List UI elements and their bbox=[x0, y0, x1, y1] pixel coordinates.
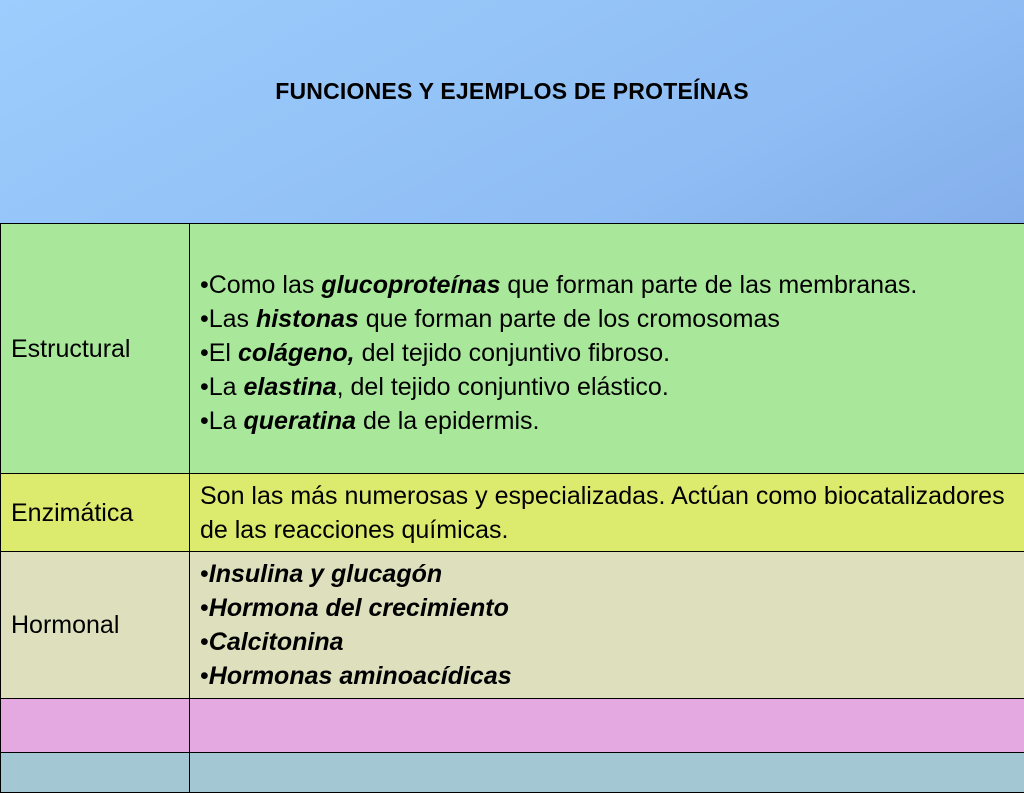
list-item: •El colágeno, del tejido conjuntivo fibroso. bbox=[200, 336, 1015, 370]
row-label-enzimatica: Enzimática bbox=[1, 474, 190, 552]
list-item: •Hormona del crecimiento bbox=[200, 591, 1015, 625]
list-item: •Calcitonina bbox=[200, 625, 1015, 659]
list-item: •La queratina de la epidermis. bbox=[200, 404, 1015, 438]
table-row bbox=[1, 474, 1024, 552]
proteins-table bbox=[0, 223, 1024, 793]
row-content-empty bbox=[190, 753, 1024, 793]
table-row bbox=[1, 224, 1024, 474]
list-item: •La elastina, del tejido conjuntivo elástico. bbox=[200, 370, 1015, 404]
list-item: •Insulina y glucagón bbox=[200, 557, 1015, 591]
table-row bbox=[1, 699, 1024, 753]
list-item: •Como las glucoproteínas que forman parte de las membranas. bbox=[200, 268, 1015, 302]
list-item: •Hormonas aminoacídicas bbox=[200, 659, 1015, 693]
row-label-estructural: Estructural bbox=[1, 224, 190, 474]
row-content-hormonal bbox=[190, 552, 1024, 699]
row-label-empty bbox=[1, 699, 190, 753]
list-item: •Las histonas que forman parte de los cromosomas bbox=[200, 302, 1015, 336]
table-row bbox=[1, 552, 1024, 699]
slide-title: FUNCIONES Y EJEMPLOS DE PROTEÍNAS bbox=[0, 78, 1024, 105]
row-content-enzimatica: Son las más numerosas y especializadas. Actúan como biocatalizadores de las reacciones químicas. bbox=[190, 474, 1024, 552]
row-content-empty bbox=[190, 699, 1024, 753]
row-label-hormonal: Hormonal bbox=[1, 552, 190, 699]
table-row bbox=[1, 753, 1024, 793]
row-label-empty bbox=[1, 753, 190, 793]
row-content-estructural bbox=[190, 224, 1024, 474]
